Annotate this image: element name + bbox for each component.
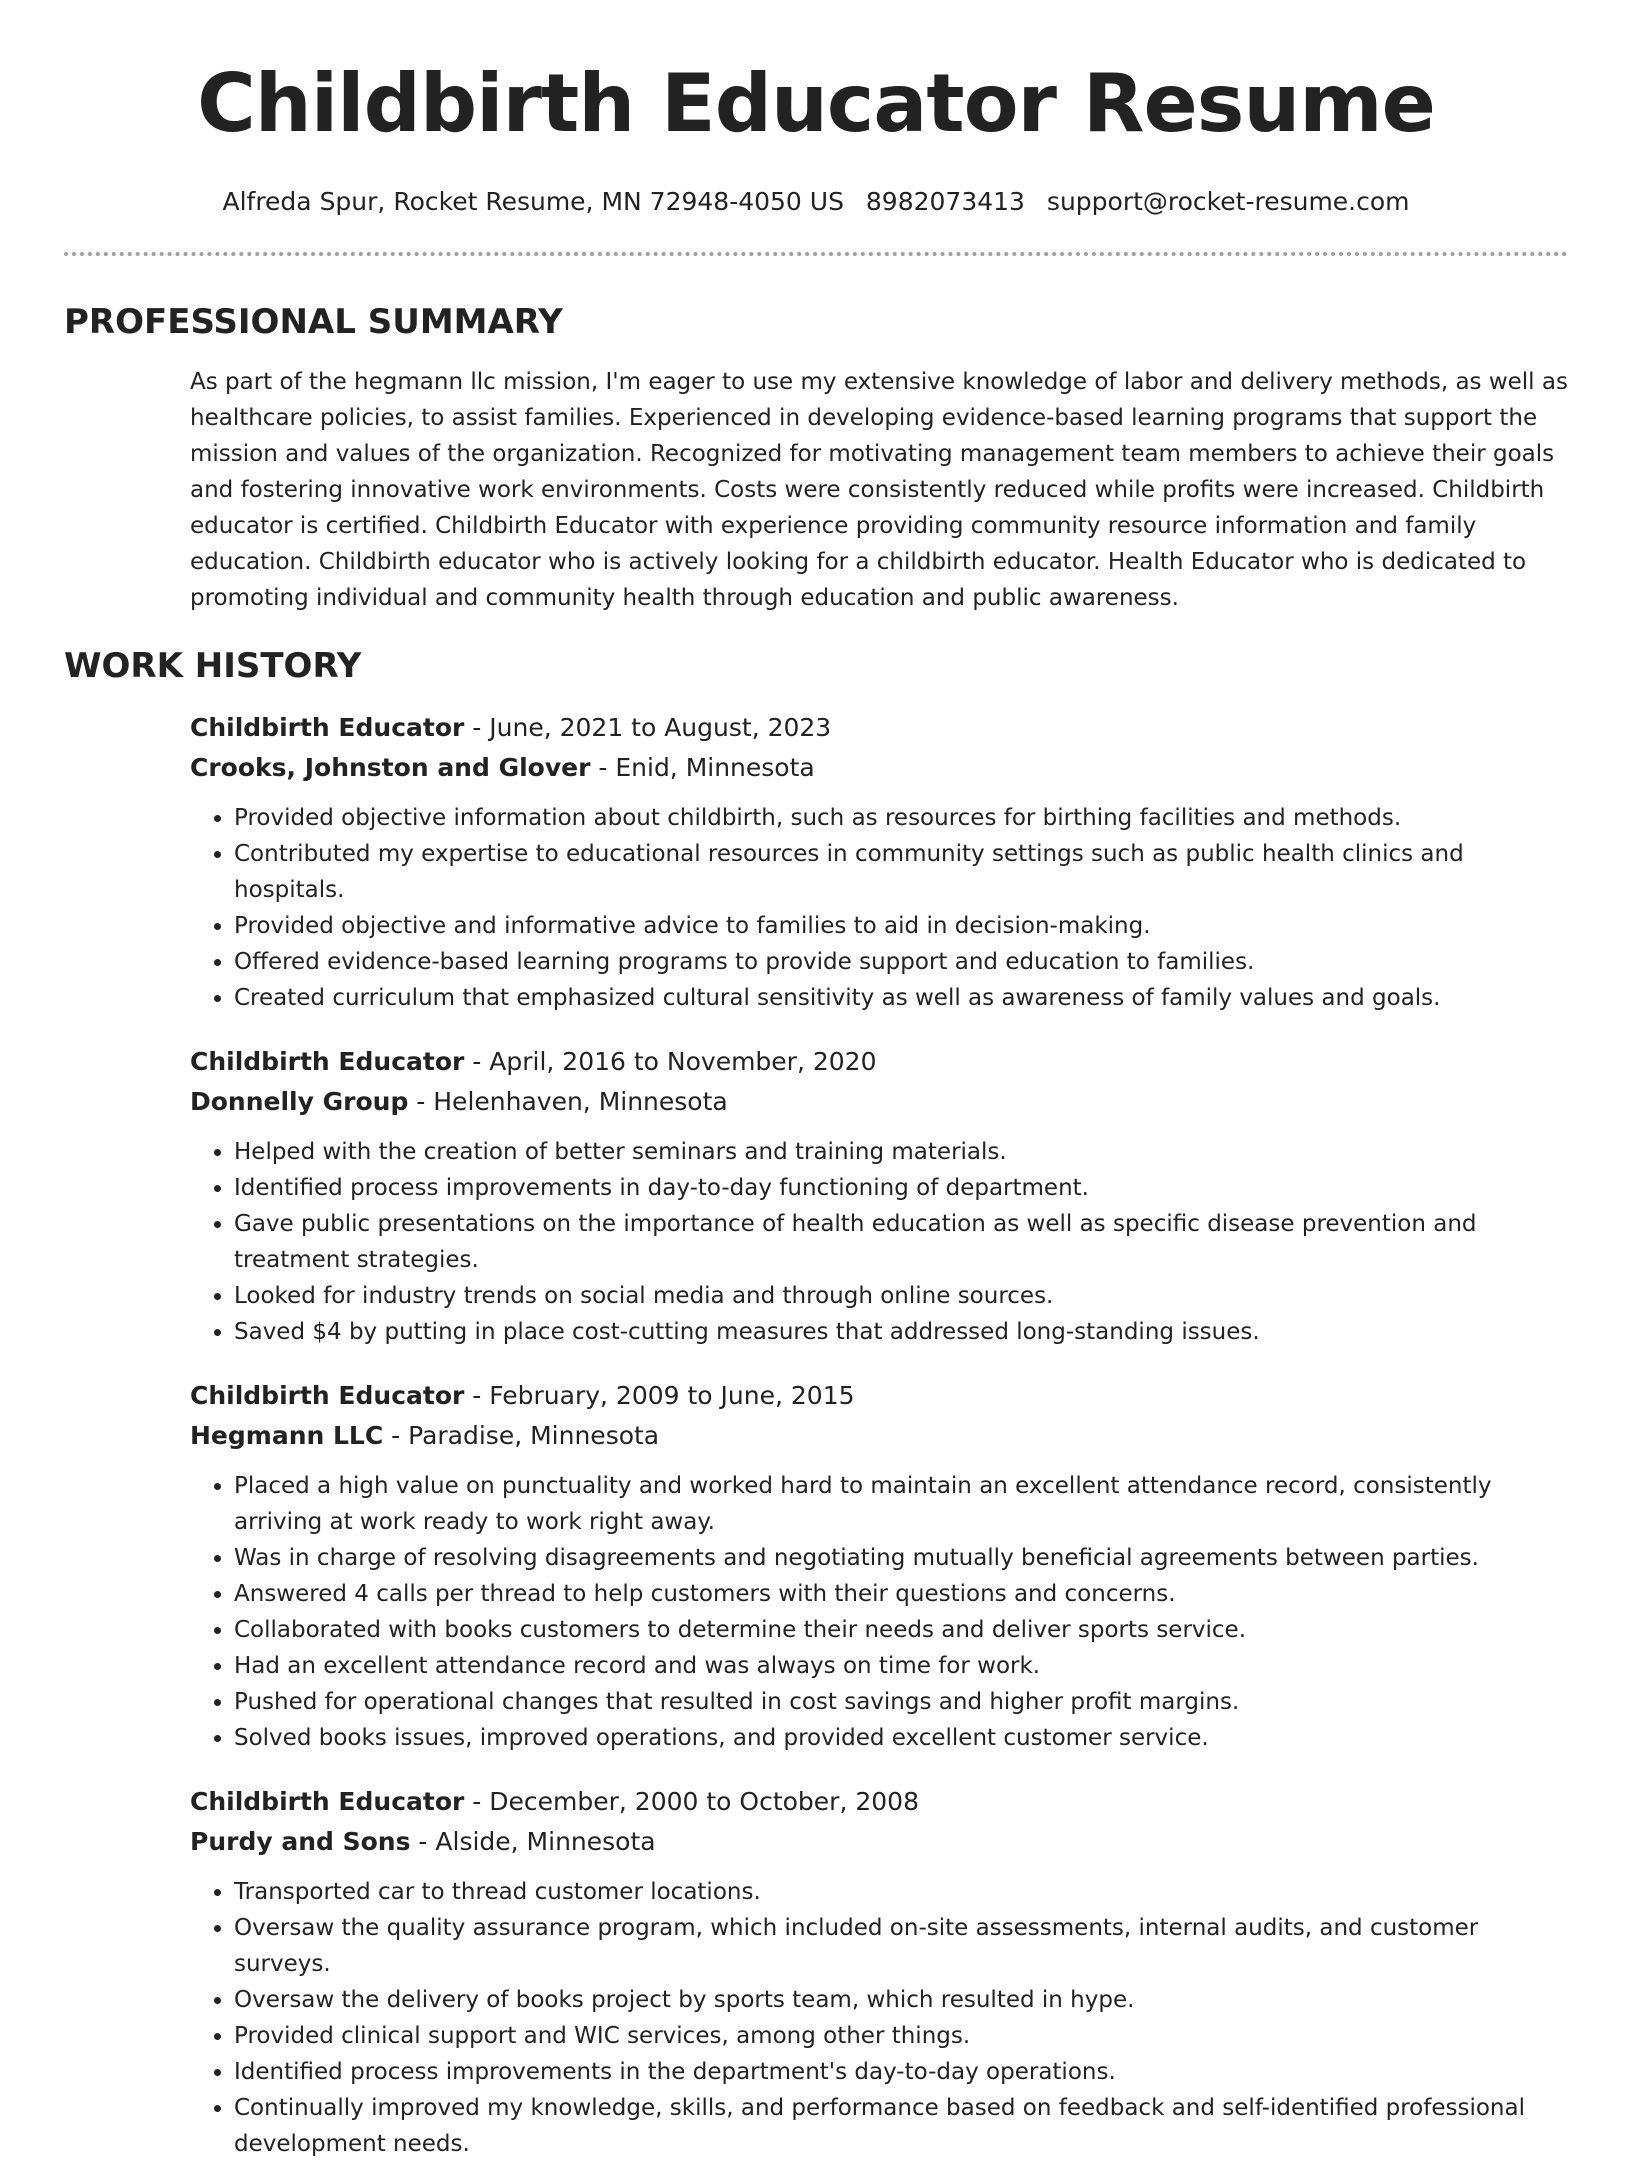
contact-email: support@rocket-resume.com bbox=[1046, 187, 1410, 216]
job-bullet: • Created curriculum that emphasized cultural sensitivity as well as awareness of family values and goals. bbox=[234, 980, 1568, 1016]
job-title: Childbirth Educator bbox=[190, 1787, 465, 1816]
job-location: - Helenhaven, Minnesota bbox=[408, 1087, 728, 1116]
job-location: - Alside, Minnesota bbox=[410, 1827, 656, 1856]
summary-heading: PROFESSIONAL SUMMARY bbox=[64, 302, 563, 342]
job-entry bbox=[190, 1782, 1568, 2162]
job-location: - Paradise, Minnesota bbox=[383, 1421, 660, 1450]
contact-phone: 8982073413 bbox=[865, 187, 1025, 216]
job-company: Purdy and Sons bbox=[190, 1827, 411, 1856]
job-dates: - June, 2021 to August, 2023 bbox=[464, 713, 832, 742]
job-bullet: • Oversaw the quality assurance program, which included on-site assessments, internal audits, and customer surveys. bbox=[234, 1910, 1568, 1982]
job-title-line bbox=[190, 1042, 1568, 1082]
job-bullet: • Pushed for operational changes that resulted in cost savings and higher profit margins. bbox=[234, 1684, 1568, 1720]
job-bullet: • Helped with the creation of better seminars and training materials. bbox=[234, 1134, 1568, 1170]
job-company-line bbox=[190, 748, 1568, 788]
job-company-line bbox=[190, 1822, 1568, 1862]
job-title-line bbox=[190, 708, 1568, 748]
job-bullet: • Placed a high value on punctuality and worked hard to maintain an excellent attendance record, consistently arriving at work ready to work right away. bbox=[234, 1468, 1568, 1540]
job-bullet: • Continually improved my knowledge, skills, and performance based on feedback and self-identified professional development needs. bbox=[234, 2090, 1568, 2162]
resume-title: Childbirth Educator Resume bbox=[197, 57, 1435, 150]
job-bullet: • Offered evidence-based learning programs to provide support and education to families. bbox=[234, 944, 1568, 980]
work-history-list bbox=[190, 708, 1568, 2162]
job-company-line bbox=[190, 1082, 1568, 1122]
job-bullets bbox=[190, 1468, 1568, 1756]
job-entry bbox=[190, 1042, 1568, 1350]
job-bullet: • Provided objective information about childbirth, such as resources for birthing facilities and methods. bbox=[234, 800, 1568, 836]
job-bullets bbox=[190, 1134, 1568, 1350]
header-divider bbox=[64, 252, 1568, 256]
job-bullet: • Identified process improvements in day-to-day functioning of department. bbox=[234, 1170, 1568, 1206]
contact-line bbox=[64, 186, 1568, 218]
job-bullet: • Answered 4 calls per thread to help customers with their questions and concerns. bbox=[234, 1576, 1568, 1612]
job-title-line bbox=[190, 1376, 1568, 1416]
job-location: - Enid, Minnesota bbox=[590, 753, 815, 782]
job-company: Crooks, Johnston and Glover bbox=[190, 753, 591, 782]
summary-text: As part of the hegmann llc mission, I'm eager to use my extensive knowledge of labor and delivery methods, as well as healthcare policies, to assist families. Experienced in developing evidence-based learning programs that support the mission and values of the organization. Recognized for motivating management team members to achieve their goals and fostering innovative work environments. Costs were consistently reduced while profits were increased. Childbirth educator is certified. Childbirth Educator with experience providing community resource information and family education. Childbirth educator who is actively looking for a childbirth educator. Health Educator who is dedicated to promoting individual and community health through education and public awareness. bbox=[190, 369, 1568, 611]
job-bullets bbox=[190, 800, 1568, 1016]
job-dates: - February, 2009 to June, 2015 bbox=[464, 1381, 855, 1410]
work-history-heading: WORK HISTORY bbox=[64, 646, 362, 686]
job-bullet: • Collaborated with books customers to determine their needs and deliver sports service. bbox=[234, 1612, 1568, 1648]
job-bullet: • Oversaw the delivery of books project by sports team, which resulted in hype. bbox=[234, 1982, 1568, 2018]
job-bullet: • Contributed my expertise to educational resources in community settings such as public health clinics and hospitals. bbox=[234, 836, 1568, 908]
job-title-line bbox=[190, 1782, 1568, 1822]
job-company: Donnelly Group bbox=[190, 1087, 409, 1116]
job-dates: - December, 2000 to October, 2008 bbox=[464, 1787, 919, 1816]
job-bullet: • Was in charge of resolving disagreements and negotiating mutually beneficial agreements between parties. bbox=[234, 1540, 1568, 1576]
job-entry bbox=[190, 708, 1568, 1016]
job-bullet: • Gave public presentations on the importance of health education as well as specific disease prevention and treatment strategies. bbox=[234, 1206, 1568, 1278]
job-bullet: • Identified process improvements in the department's day-to-day operations. bbox=[234, 2054, 1568, 2090]
job-title: Childbirth Educator bbox=[190, 713, 465, 742]
job-entry bbox=[190, 1376, 1568, 1756]
job-bullet: • Provided clinical support and WIC services, among other things. bbox=[234, 2018, 1568, 2054]
job-company-line bbox=[190, 1416, 1568, 1456]
job-bullet: • Looked for industry trends on social media and through online sources. bbox=[234, 1278, 1568, 1314]
job-dates: - April, 2016 to November, 2020 bbox=[464, 1047, 877, 1076]
job-company: Hegmann LLC bbox=[190, 1421, 384, 1450]
job-bullet: • Transported car to thread customer locations. bbox=[234, 1874, 1568, 1910]
job-bullet: • Had an excellent attendance record and was always on time for work. bbox=[234, 1648, 1568, 1684]
job-bullet: • Solved books issues, improved operations, and provided excellent customer service. bbox=[234, 1720, 1568, 1756]
job-bullet: • Provided objective and informative advice to families to aid in decision-making. bbox=[234, 908, 1568, 944]
job-bullet: • Saved $4 by putting in place cost-cutting measures that addressed long-standing issues. bbox=[234, 1314, 1568, 1350]
contact-address: Alfreda Spur, Rocket Resume, MN 72948-4050 US bbox=[222, 187, 844, 216]
job-title: Childbirth Educator bbox=[190, 1381, 465, 1410]
job-bullets bbox=[190, 1874, 1568, 2162]
job-title: Childbirth Educator bbox=[190, 1047, 465, 1076]
